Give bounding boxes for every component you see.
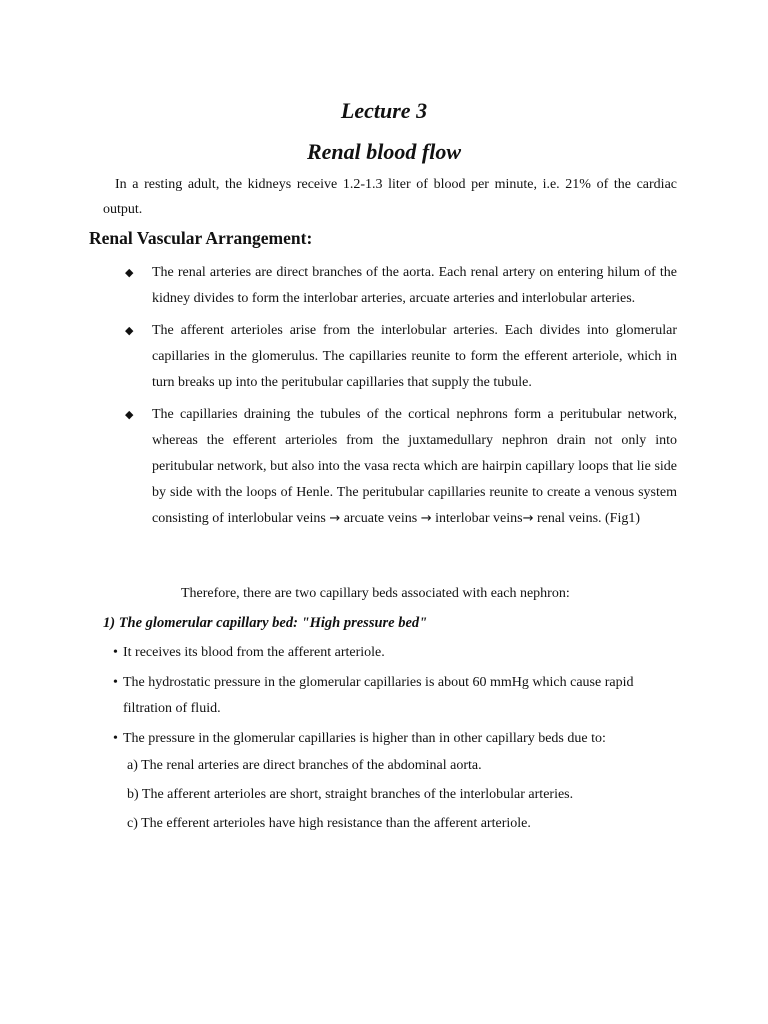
glomerular-points-list — [113, 640, 683, 756]
bullet-text: The afferent arterioles arise from the interlobular arteries. Each divides into glomerular capillaries in the glomerulus. The capillaries reunite to form the efferent arteriole, which in turn breaks up into the peritubular capillaries that supply the tubule. — [152, 323, 677, 390]
reason-item: b) The afferent arterioles are short, straight branches of the interlobular arteries. — [127, 787, 574, 802]
bullet-item — [125, 318, 677, 396]
section-heading: Renal Vascular Arrangement: — [89, 228, 313, 248]
diamond-bullet-icon: ◆ — [125, 325, 134, 337]
list-item-text: The pressure in the glomerular capillaries is higher than in other capillary beds due to: — [123, 731, 606, 746]
intro-paragraph: In a resting adult, the kidneys receive 1.2-1.3 liter of blood per minute, i.e. 21% of the cardiac output. — [103, 177, 677, 217]
list-item — [113, 670, 683, 722]
reason-item: c) The efferent arterioles have high resistance than the afferent arteriole. — [127, 816, 531, 831]
bullet-text: The renal arteries are direct branches of the aorta. Each renal artery on entering hilum of the kidney divides to form the interlobar arteries, arcuate arteries and interlobular arteries. — [152, 265, 677, 306]
lecture-title: Lecture 3 — [340, 98, 428, 123]
capillary-bed-subheading: 1) The glomerular capillary bed: "High pressure bed" — [103, 615, 428, 631]
list-item-text: It receives its blood from the afferent arteriole. — [123, 645, 385, 660]
diamond-bullet-icon: ◆ — [125, 267, 134, 279]
list-item-text: The hydrostatic pressure in the glomerular capillaries is about 60 mmHg which cause rapid filtration of fluid. — [123, 675, 634, 716]
right-arrow-icon: → — [420, 511, 432, 526]
dot-bullet-icon: • — [113, 645, 118, 660]
vascular-bullet-list — [125, 260, 677, 538]
reason-item: a) The renal arteries are direct branches of the abdominal aorta. — [127, 758, 482, 773]
reasons-list — [127, 753, 573, 840]
list-item — [113, 726, 683, 752]
bullet-text-part: The capillaries draining the tubules of the cortical nephrons form a peritubular network, whereas the efferent arterioles from the juxtamedullary nephron drain not only into peritubular network, but also into the vasa recta which are hairpin capillary loops that lie side by side with the loops of Henle. The peritubular capillaries reunite to create a venous system consisting of interlobular veins — [152, 407, 677, 526]
therefore-sentence: Therefore, there are two capillary beds associated with each nephron: — [181, 586, 570, 601]
bullet-text-part: arcuate veins — [343, 511, 418, 526]
dot-bullet-icon: • — [113, 675, 118, 690]
bullet-text-part: interlobar veins — [435, 511, 523, 526]
right-arrow-icon: → — [522, 511, 534, 526]
right-arrow-icon: → — [329, 511, 341, 526]
topic-title: Renal blood flow — [306, 139, 461, 164]
bullet-item — [125, 260, 677, 312]
bullet-item — [125, 402, 677, 532]
diamond-bullet-icon: ◆ — [125, 409, 134, 421]
list-item — [113, 640, 683, 666]
bullet-text-part: renal veins. (Fig1) — [536, 511, 641, 526]
dot-bullet-icon: • — [113, 731, 118, 746]
